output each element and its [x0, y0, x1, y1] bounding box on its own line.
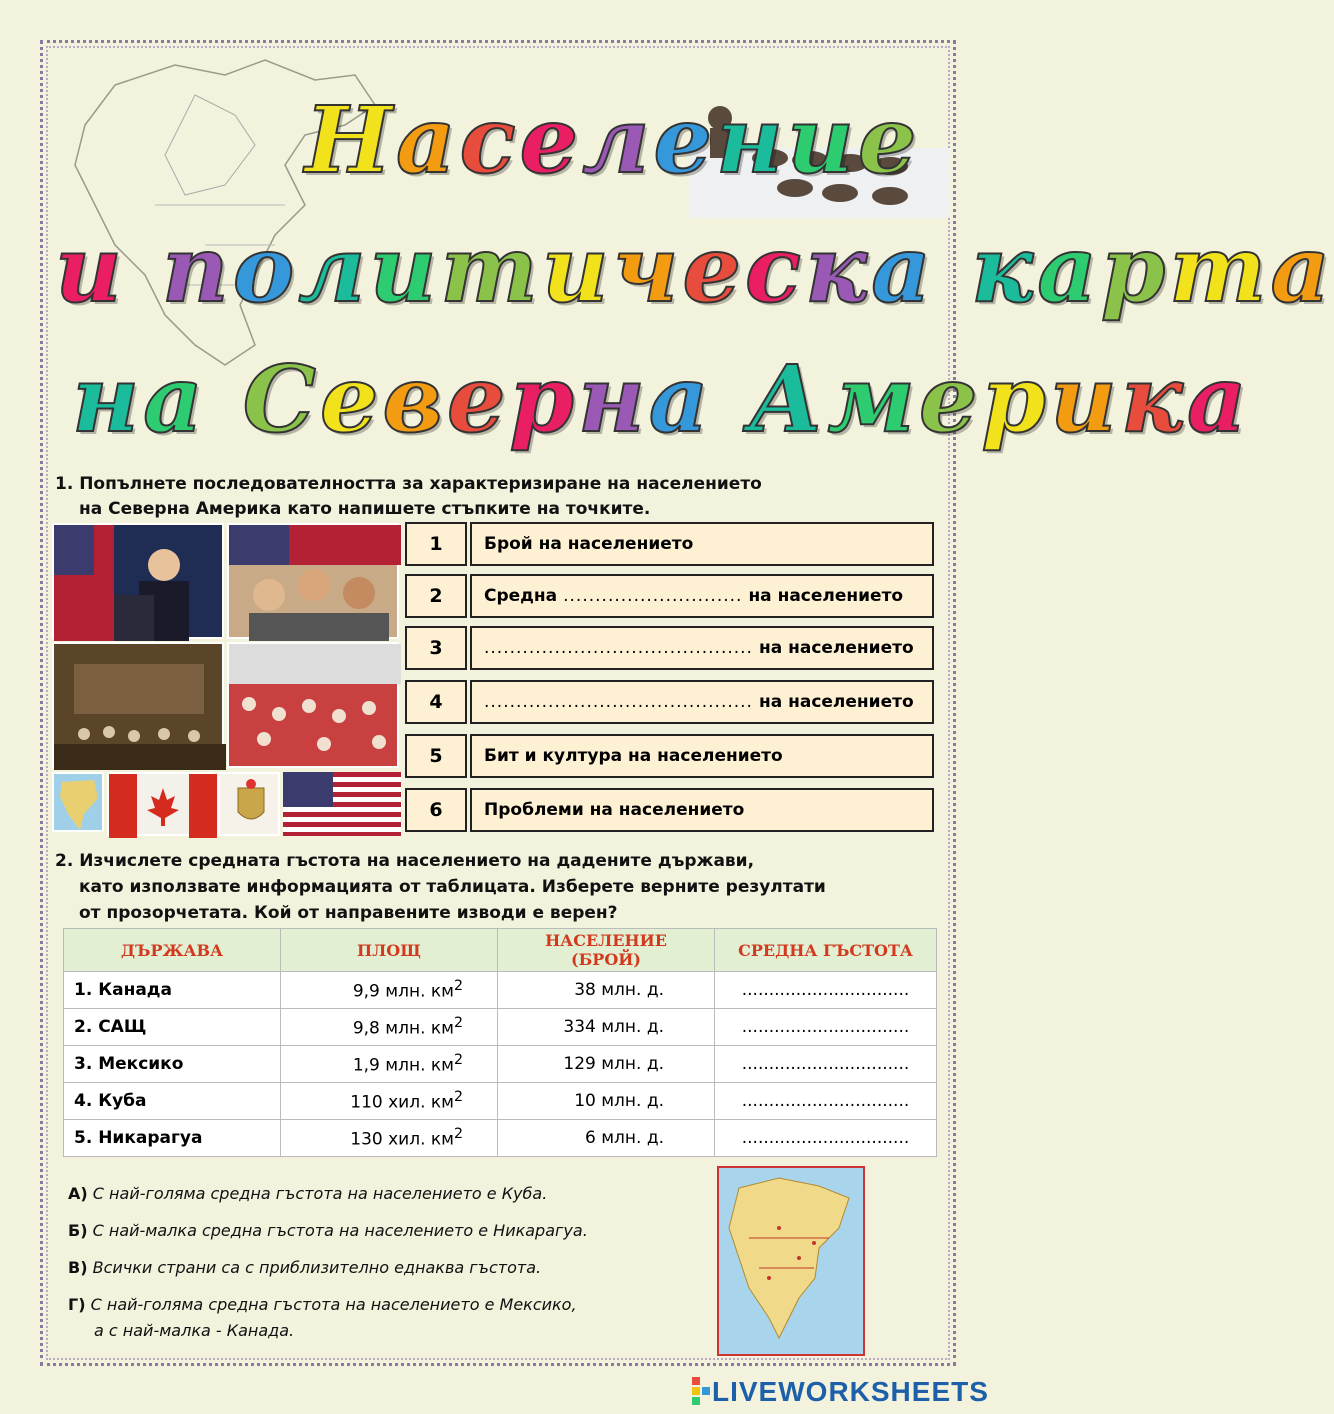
- table-row: [64, 1009, 937, 1046]
- liveworksheets-logo: [690, 1376, 989, 1408]
- cell-density-blank[interactable]: ...............................: [715, 1009, 937, 1046]
- step-number-1: 1: [405, 522, 467, 566]
- step-box-2: Средна ............................ на населението: [470, 574, 934, 618]
- cell-country: 5. Никарагуа: [64, 1120, 281, 1157]
- cell-country: 2. САЩ: [64, 1009, 281, 1046]
- step-box-6: Проблеми на населението: [470, 788, 934, 832]
- cell-population: 10 млн. д.: [498, 1083, 715, 1120]
- cell-density-blank[interactable]: ...............................: [715, 972, 937, 1009]
- cell-density-blank[interactable]: ...............................: [715, 1046, 937, 1083]
- header-population: НАСЕЛЕНИЕ (БРОЙ): [498, 929, 715, 972]
- cell-population: 6 млн. д.: [498, 1120, 715, 1157]
- coat-of-arms-canada: [218, 772, 280, 836]
- header-density: СРЕДНА ГЪСТОТА: [715, 929, 937, 972]
- step-number-5: 5: [405, 734, 467, 778]
- answer-b[interactable]: Б) С най-малка средна гъстота на населението е Никарагуа.: [68, 1221, 588, 1240]
- table-row: [64, 1120, 937, 1157]
- step-number-2: 2: [405, 574, 467, 618]
- map-north-america-small: [52, 772, 104, 832]
- step-box-1: Брой на населението: [470, 522, 934, 566]
- answer-d-line-2: а с най-малка - Канада.: [94, 1321, 295, 1340]
- title-line-3: на Северна Америка: [72, 345, 1251, 453]
- cell-density-blank[interactable]: ...............................: [715, 1120, 937, 1157]
- answer-d[interactable]: Г) С най-голяма средна гъстота на населението е Мексико, а с най-малка - Канада.: [68, 1292, 577, 1344]
- question-2: [55, 848, 826, 926]
- title-line-1: Население: [305, 86, 921, 194]
- cell-population: 334 млн. д.: [498, 1009, 715, 1046]
- cell-area: 9,9 млн. $км^2$: [281, 972, 498, 1009]
- political-map-image: [717, 1166, 865, 1356]
- question-2-line-3: от прозорчетата. Кой от направените изводи е верен?: [79, 903, 618, 923]
- step-box-4: .......................................... на населението: [470, 680, 934, 724]
- photo-people-selfie: [227, 523, 399, 639]
- liveworksheets-icon: [690, 1377, 712, 1407]
- cell-area: 1,9 млн. $км^2$: [281, 1046, 498, 1083]
- table-header-row: [64, 929, 937, 972]
- step-3-blank[interactable]: ..........................................: [484, 638, 753, 658]
- step-number-3: 3: [405, 626, 467, 670]
- answer-c[interactable]: В) Всички страни са с приблизително еднаква гъстота.: [68, 1258, 542, 1277]
- cell-area: 9,8 млн. $км^2$: [281, 1009, 498, 1046]
- step-number-6: 6: [405, 788, 467, 832]
- question-1-line-1: 1. Попълнете последователността за характеризиране на населението: [55, 474, 762, 494]
- table-row: [64, 1046, 937, 1083]
- density-table: [63, 928, 937, 1157]
- photo-crowd-canada: [227, 642, 399, 768]
- question-2-line-2: като използвате информацията от таблицата. Изберете верните резултати: [79, 877, 826, 897]
- table-row: [64, 972, 937, 1009]
- photo-historical-painting: [52, 642, 224, 768]
- step-2-blank[interactable]: ............................: [563, 586, 743, 606]
- flag-canada: [107, 772, 215, 836]
- table-row: [64, 1083, 937, 1120]
- cell-country: 1. Канада: [64, 972, 281, 1009]
- question-1-line-2: на Северна Америка като напишете стъпките на точките.: [79, 499, 651, 519]
- step-number-4: 4: [405, 680, 467, 724]
- step-4-blank[interactable]: ..........................................: [484, 692, 753, 712]
- cell-country: 4. Куба: [64, 1083, 281, 1120]
- header-country: ДЪРЖАВА: [64, 929, 281, 972]
- flag-usa: [283, 772, 401, 836]
- step-box-3: .......................................... на населението: [470, 626, 934, 670]
- question-2-line-1: 2. Изчислете средната гъстота на населението на дадените държави,: [55, 851, 755, 871]
- cell-country: 3. Мексико: [64, 1046, 281, 1083]
- cell-area: 130 хил. $км^2$: [281, 1120, 498, 1157]
- liveworksheets-text: LIVEWORKSHEETS: [712, 1376, 989, 1407]
- cell-population: 38 млн. д.: [498, 972, 715, 1009]
- cell-population: 129 млн. д.: [498, 1046, 715, 1083]
- answer-a[interactable]: А) С най-голяма средна гъстота на населението е Куба.: [68, 1184, 548, 1203]
- cell-area: 110 хил. $км^2$: [281, 1083, 498, 1120]
- header-area: ПЛОЩ: [281, 929, 498, 972]
- cell-density-blank[interactable]: ...............................: [715, 1083, 937, 1120]
- question-1: [55, 472, 762, 522]
- step-box-5: Бит и култура на населението: [470, 734, 934, 778]
- photo-president-speech: [52, 523, 224, 639]
- title-line-2: и политическа карта: [55, 215, 1334, 323]
